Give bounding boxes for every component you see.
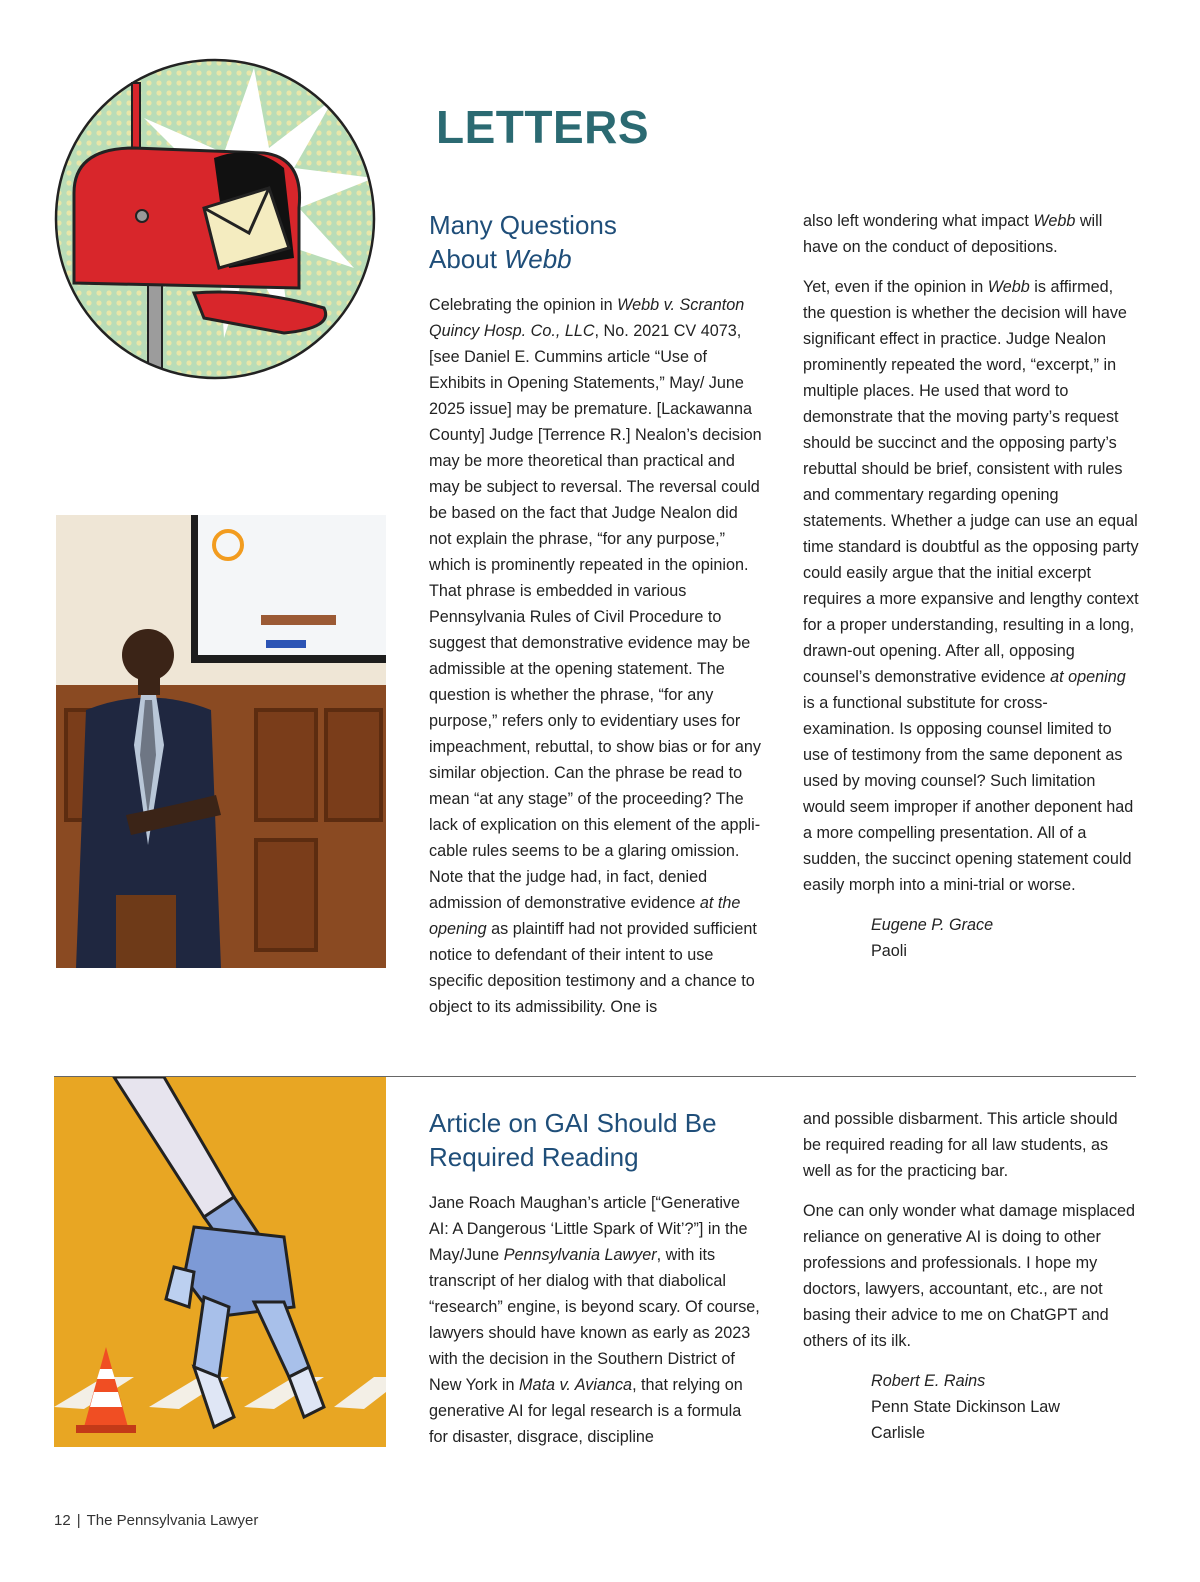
letter1-location: Paoli: [871, 942, 907, 960]
letter2-column-1: [429, 1106, 763, 1450]
letter1-column-2: [803, 208, 1139, 964]
letter1-body-paragraph-2: also left wondering what impact Webb will have on the conduct of depositions.: [803, 212, 1103, 256]
letter1-author: Eugene P. Grace: [871, 916, 994, 934]
letter1-headline-line2-prefix: About: [429, 244, 505, 274]
letter1-body-paragraph-1: Celebrating the opinion in Webb v. Scranton Quincy Hosp. Co., LLC, No. 2021 CV 4073, [see Daniel E. Cummins article “Use of Exhibits in Opening Statements,” May/ June 2025 issue] may be premature. [Lackawanna County] Judge [Terrence R.] Nealon’s decision may be more theoretical than practical and may be subject to reversal. The reversal could be based on the fact that Judge Nealon did not explain the phrase, “for any purpose,” which is prominently repeated in the opinion. That phrase is embedded in various Pennsylvania Rules of Civil Procedure to suggest that demonstrative evidence may be admissible at the opening statement. The question is whether the phrase, “for any purpose,” refers only to evidentiary uses for impeachment, rebuttal, to show bias or for any similar objection. Can the phrase be read to mean “at any stage” of the proceeding? The lack of explication on this element of the applicable rules seems to be a glaring omission. Note that the judge had, in fact, denied admission of demonstrative evidence at the opening as plaintiff had not provided sufficient notice to defendant of their intent to use specific deposition testimony and a chance to object to its admissibility. One is: [429, 296, 762, 1016]
letter2-headline-line1: Article on GAI Should Be: [429, 1108, 717, 1138]
letter2-location: Carlisle: [871, 1424, 925, 1442]
letter2-headline-line2: Required Reading: [429, 1142, 639, 1172]
letter1-headline: [429, 208, 763, 276]
letter2-signature: [803, 1368, 1139, 1446]
robot-hand-illustration: [54, 1077, 386, 1447]
letter1-headline-line2-italic: Webb: [504, 244, 572, 274]
letter2-affiliation: Penn State Dickinson Law: [871, 1398, 1060, 1416]
section-title: LETTERS: [436, 101, 650, 153]
courtroom-photo: [56, 515, 386, 968]
letter1-headline-line1: Many Questions: [429, 210, 617, 240]
letter1-body-paragraph-3: Yet, even if the opinion in Webb is affirmed, the question is whether the decision will have significant effect in practice. Judge Nealon prominently repeated the word, “excerpt,” in multiple places. He used that word to demonstrate that the moving party’s request should be succinct and the opposing party’s rebuttal should be brief, consistent with rules and commentary regarding opening statements. Whether a judge can use an equal time standard is doubtful as the opposing party could easily argue that the initial excerpt requires a more expansive and lengthy context for a proper understanding, resulting in a long, drawn-out opening. After all, opposing counsel’s demonstrative evidence at opening is a functional substitute for cross-examination. Is opposing counsel limited to use of testimony from the same deponent as used by moving counsel? Such limitation would seem improper if another deponent had a more compelling presentation. All of a sudden, the succinct opening statement could easily morph into a mini-trial or worse.: [803, 278, 1139, 894]
page-number: 12: [54, 1512, 71, 1529]
page-footer: [54, 1512, 258, 1529]
mailbox-illustration: [54, 58, 376, 380]
letter2-author: Robert E. Rains: [871, 1372, 986, 1390]
letter2-column-2: [803, 1106, 1139, 1446]
letter2-body-paragraph-1: Jane Roach Maughan’s article [“Generative AI: A Dangerous ‘Little Spark of Wit’?”] in the May/June Pennsylvania Lawyer, with its transcript of her dialog with that diabolical “research” engine, is beyond scary. Of course, lawyers should have known as early as 2023 with the decision in the Southern District of New York in Mata v. Avianca, that relying on generative AI for legal research is a formula for disaster, disgrace, discipline: [429, 1194, 760, 1446]
letter1-column-1: [429, 208, 763, 1020]
letter2-body-paragraph-3: One can only wonder what damage misplaced reliance on generative AI is doing to other professions and professionals. I hope my doctors, lawyers, accountant, etc., are not basing their advice to me on ChatGPT and others of its ilk.: [803, 1202, 1136, 1350]
letter2-headline: [429, 1106, 763, 1174]
publication-name: The Pennsylvania Lawyer: [86, 1512, 259, 1529]
letter2-body-paragraph-2: and possible disbarment. This article should be required reading for all law students, as well as for the practicing bar.: [803, 1110, 1118, 1180]
letter1-signature: [803, 912, 1139, 964]
footer-separator: |: [76, 1512, 81, 1529]
